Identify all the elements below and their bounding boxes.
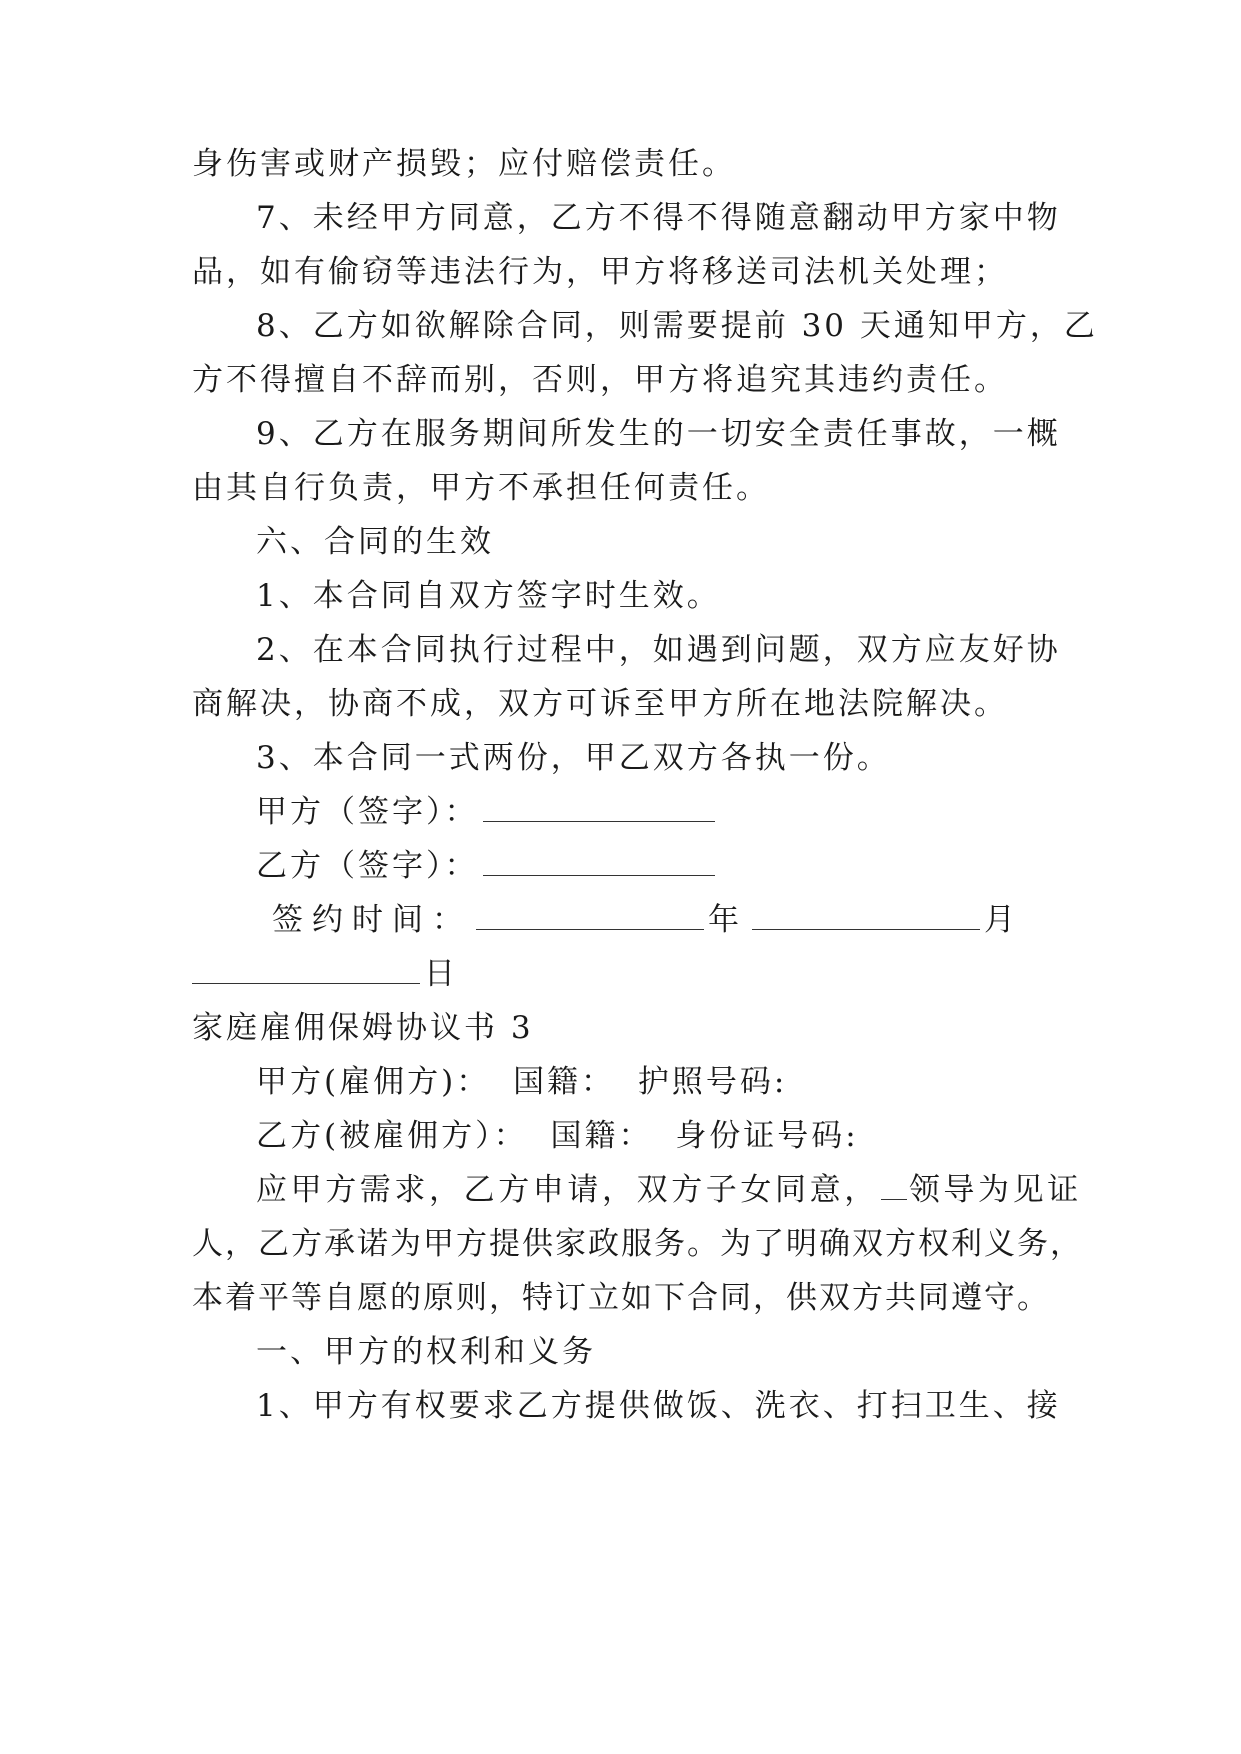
party-b-id-number: 身份证号码: (675, 1118, 859, 1154)
paragraph-line: 8、乙方如欲解除合同，则需要提前 30 天通知甲方，乙 (256, 308, 1098, 344)
paragraph-line: 9、乙方在服务期间所发生的一切安全责任事故，一概 (256, 416, 1061, 452)
month-label: 月 (984, 902, 1024, 938)
party-b-label: 乙方(被雇佣方）： (256, 1118, 528, 1154)
paragraph-line: 1、甲方有权要求乙方提供做饭、洗衣、打扫卫生、接 (256, 1388, 1061, 1424)
paragraph-line: 品，如有偷窃等违法行为，甲方将移送司法机关处理； (192, 254, 1008, 290)
day-label: 日 (424, 956, 458, 992)
intro-line-text: 领导为见证 (908, 1172, 1082, 1208)
party-a-label: 甲方(雇佣方)： (256, 1064, 491, 1100)
paragraph-line: 1、本合同自双方签字时生效。 (256, 578, 721, 614)
party-b-nationality: 国籍： (550, 1118, 653, 1154)
year-blank (476, 901, 704, 930)
paragraph-line: 2、在本合同执行过程中，如遇到问题，双方应友好协 (256, 632, 1061, 668)
paragraph-line: 身伤害或财产损毁；应付赔偿责任。 (192, 146, 736, 182)
intro-line: 本着平等自愿的原则，特订立如下合同，供双方共同遵守。 (192, 1280, 1050, 1316)
agreement-title: 家庭雇佣保姆协议书 3 (192, 1010, 534, 1046)
witness-blank (881, 1171, 907, 1200)
signature-b-blank (483, 847, 715, 876)
section-heading: 一、甲方的权利和义务 (256, 1334, 596, 1370)
sign-day-row (192, 954, 1052, 994)
signature-b-row (256, 846, 1052, 886)
sign-date-row (272, 900, 1052, 940)
intro-line (256, 1170, 1082, 1210)
paragraph-line: 商解决，协商不成，双方可诉至甲方所在地法院解决。 (192, 686, 1008, 722)
month-blank (752, 901, 980, 930)
paragraph-line: 7、未经甲方同意，乙方不得不得随意翻动甲方家中物 (256, 200, 1061, 236)
signature-b-label: 乙方（签字）： (256, 848, 479, 884)
party-a-passport: 护照号码: (637, 1064, 788, 1100)
section-heading: 六、合同的生效 (256, 524, 494, 560)
signature-a-label: 甲方（签字）： (256, 794, 479, 830)
day-blank (192, 955, 420, 984)
party-a-row (256, 1062, 1052, 1102)
party-a-nationality: 国籍： (513, 1064, 616, 1100)
signature-a-blank (483, 793, 715, 822)
sign-date-label: 签约时间： (272, 902, 472, 938)
paragraph-line: 方不得擅自不辞而别，否则，甲方将追究其违约责任。 (192, 362, 1008, 398)
year-label: 年 (708, 902, 748, 938)
paragraph-line: 由其自行负责，甲方不承担任何责任。 (192, 470, 770, 506)
intro-line: 人，乙方承诺为甲方提供家政服务。为了明确双方权利义务， (192, 1226, 1083, 1262)
intro-line-text: 应甲方需求，乙方申请，双方子女同意， (256, 1172, 879, 1208)
paragraph-line: 3、本合同一式两份，甲乙双方各执一份。 (256, 740, 891, 776)
signature-a-row (256, 792, 1052, 832)
party-b-row (256, 1116, 1052, 1156)
